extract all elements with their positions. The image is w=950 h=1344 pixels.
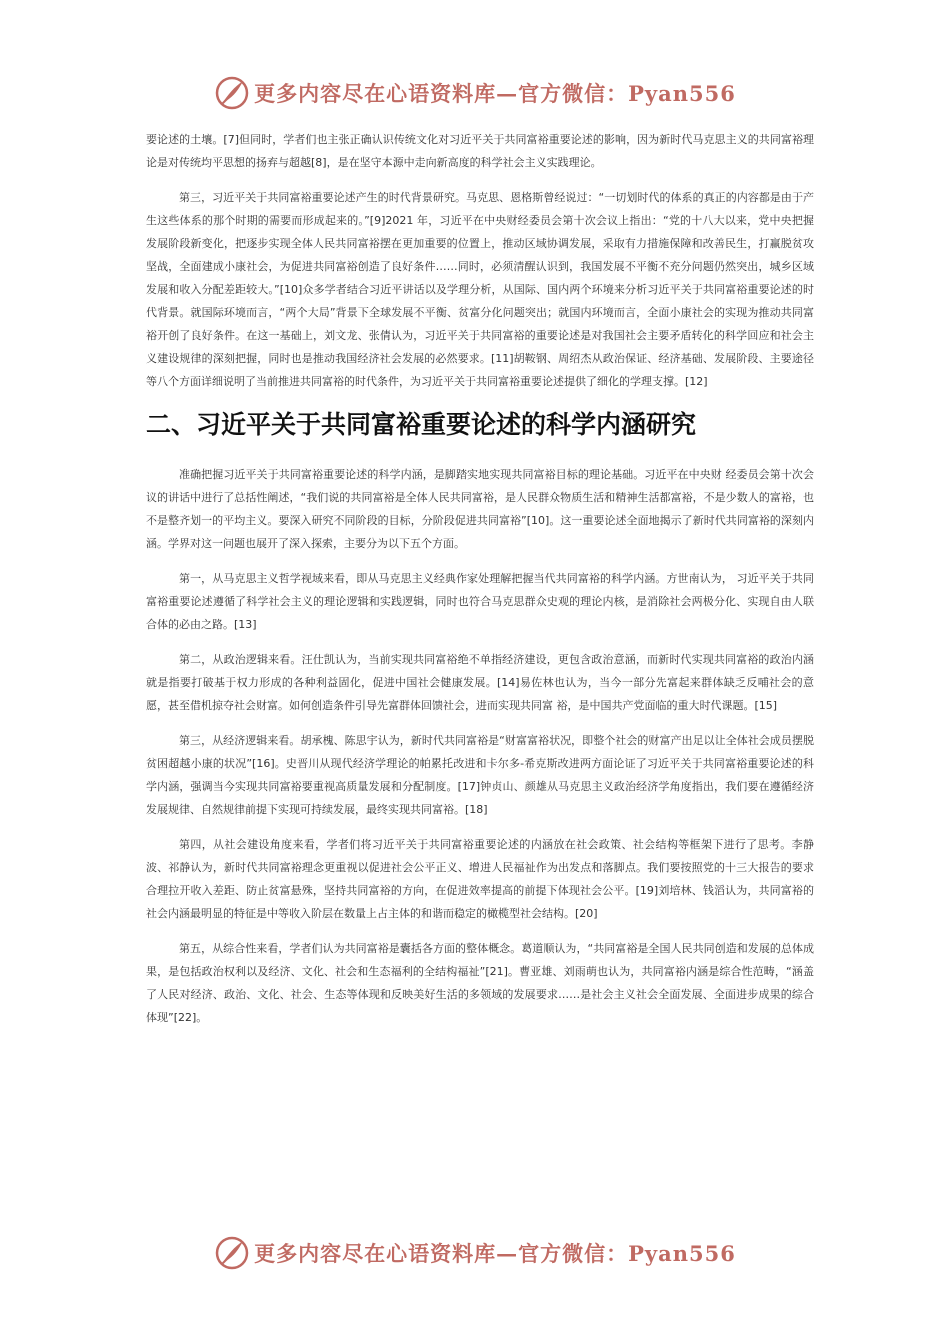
quill-logo-icon xyxy=(214,1235,250,1271)
banner-main-text: 更多内容尽在心语资料库 xyxy=(254,1241,497,1266)
banner-main-text: 更多内容尽在心语资料库 xyxy=(254,81,497,106)
banner-official-text: 官方微信： xyxy=(518,1241,629,1266)
footer-banner xyxy=(0,1233,950,1273)
document-body xyxy=(146,128,814,1041)
paragraph: 第四，从社会建设角度来看，学者们将习近平关于共同富裕重要论述的内涵放在社会政策、社会结构等框架下进行了思考。李静波、祁静认为，新时代共同富裕理念更重视以促进社会公平正义、增进人民福祉作为出发点和落脚点。我们要按照党的十三大报告的要求合理拉开收入差距、防止贫富悬殊，坚持共同富裕的方向，在促进效率提高的前提下体现社会公平。[19]刘培林、钱滔认为，共同富裕的社会内涵最明显的特征是中等收入阶层在数量上占主体的和谐而稳定的橄榄型社会结构。[20] xyxy=(146,838,814,920)
banner-text xyxy=(254,78,736,108)
header-banner xyxy=(0,73,950,113)
paragraph: 第二，从政治逻辑来看。汪仕凯认为，当前实现共同富裕绝不单指经济建设，更包含政治意涵，而新时代实现共同富裕的政治内涵就是指要打破基于权力形成的各种利益固化，促进中国社会健康发展。[14]易佐林也认为，当今一部分先富起来群体缺乏反哺社会的意愿，甚至借机掠夺社会财富。如何创造条件引导先富群体回馈社会，进而实现共同富 裕，是中国共产党面临的重大时代课题。[15] xyxy=(146,653,814,712)
banner-wechat-id: Pyan556 xyxy=(628,1241,736,1266)
paragraph: 第五，从综合性来看，学者们认为共同富裕是囊括各方面的整体概念。葛道顺认为，“共同富裕是全国人民共同创造和发展的总体成果，是包括政治权利以及经济、文化、社会和生态福利的全结构福祉”[21]。曹亚雄、刘雨萌也认为，共同富裕内涵是综合性范畴，“涵盖了人民对经济、政治、文化、社会、生态等体现和反映美好生活的多领域的发展要求……是社会主义社会全面发展、全面进步成果的综合体现”[22]。 xyxy=(146,942,814,1024)
paragraph: 要论述的土壤。[7]但同时，学者们也主张正确认识传统文化对习近平关于共同富裕重要论述的影响，因为新时代马克思主义的共同富裕理论是对传统均平思想的扬弃与超越[8]，是在坚守本源中走向新高度的科学社会主义实践理论。 xyxy=(146,133,814,169)
paragraph: 第三，从经济逻辑来看。胡承槐、陈思宇认为，新时代共同富裕是“财富富裕状况，即整个社会的财富产出足以让全体社会成员摆脱贫困超越小康的状况”[16]。史晋川从现代经济学理论的帕累托改进和卡尔多-希克斯改进两方面论证了习近平关于共同富裕重要论述的科学内涵，强调当今实现共同富裕要重视高质量发展和分配制度。[17]钟贞山、颜雄从马克思主义政治经济学角度指出，我们要在遵循经济发展规律、自然规律前提下实现可持续发展，最终实现共同富裕。[18] xyxy=(146,734,814,816)
quill-logo-icon xyxy=(214,75,250,111)
banner-text xyxy=(254,1238,736,1268)
banner-wechat-id: Pyan556 xyxy=(628,81,736,106)
paragraph: 准确把握习近平关于共同富裕重要论述的科学内涵，是脚踏实地实现共同富裕目标的理论基础。习近平在中央财 经委员会第十次会议的讲话中进行了总括性阐述，“我们说的共同富裕是全体人民共同富裕，是人民群众物质生活和精神生活都富裕，不是少数人的富裕，也不是整齐划一的平均主义。要深入研究不同阶段的目标，分阶段促进共同富裕”[10]。这一重要论述全面地揭示了新时代共同富裕的深刻内涵。学界对这一问题也展开了深入探索，主要分为以下五个方面。 xyxy=(146,468,814,550)
paragraph: 第一，从马克思主义哲学视域来看，即从马克思主义经典作家处理解把握当代共同富裕的科学内涵。方世南认为， 习近平关于共同富裕重要论述遵循了科学社会主义的理论逻辑和实践逻辑，同时也符合马克思群众史观的理论内核，是消除社会两极分化、实现自由人联合体的必由之路。[13] xyxy=(146,572,814,631)
section-heading: 二、习近平关于共同富裕重要论述的科学内涵研究 xyxy=(146,410,697,439)
banner-dash: — xyxy=(496,1241,519,1266)
banner-official-text: 官方微信： xyxy=(518,81,629,106)
paragraph: 第三，习近平关于共同富裕重要论述产生的时代背景研究。马克思、恩格斯曾经说过：“一切划时代的体系的真正的内容都是由于产生这些体系的那个时期的需要而形成起来的。”[9]2021 年，习近平在中央财经委员会第十次会议上指出：“党的十八大以来，党中央把握发展阶段新变化，把逐步实现全体人民共同富裕摆在更加重要的位置上，推动区域协调发展，采取有力措施保障和改善民生，打赢脱贫攻坚战，全面建成小康社会，为促进共同富裕创造了良好条件……同时，必须清醒认识到，我国发展不平衡不充分问题仍然突出，城乡区域发展和收入分配差距较大。”[10]众多学者结合习近平讲话以及学理分析，从国际、国内两个环境来分析习近平关于共同富裕重要论述的时代背景。就国际环境而言，“两个大局”背景下全球发展不平衡、贫富分化问题突出；就国内环境而言，全面小康社会的实现为推动共同富裕开创了良好条件。在这一基础上，刘文龙、张倩认为，习近平关于共同富裕的重要论述是对我国社会主要矛盾转化的科学回应和社会主义建设规律的深刻把握，同时也是推动我国经济社会发展的必然要求。[11]胡鞍钢、周绍杰从政治保证、经济基础、发展阶段、主要途径等八个方面详细说明了当前推进共同富裕的时代条件，为习近平关于共同富裕重要论述提供了细化的学理支撑。[12] xyxy=(146,191,814,388)
banner-dash: — xyxy=(496,81,519,106)
